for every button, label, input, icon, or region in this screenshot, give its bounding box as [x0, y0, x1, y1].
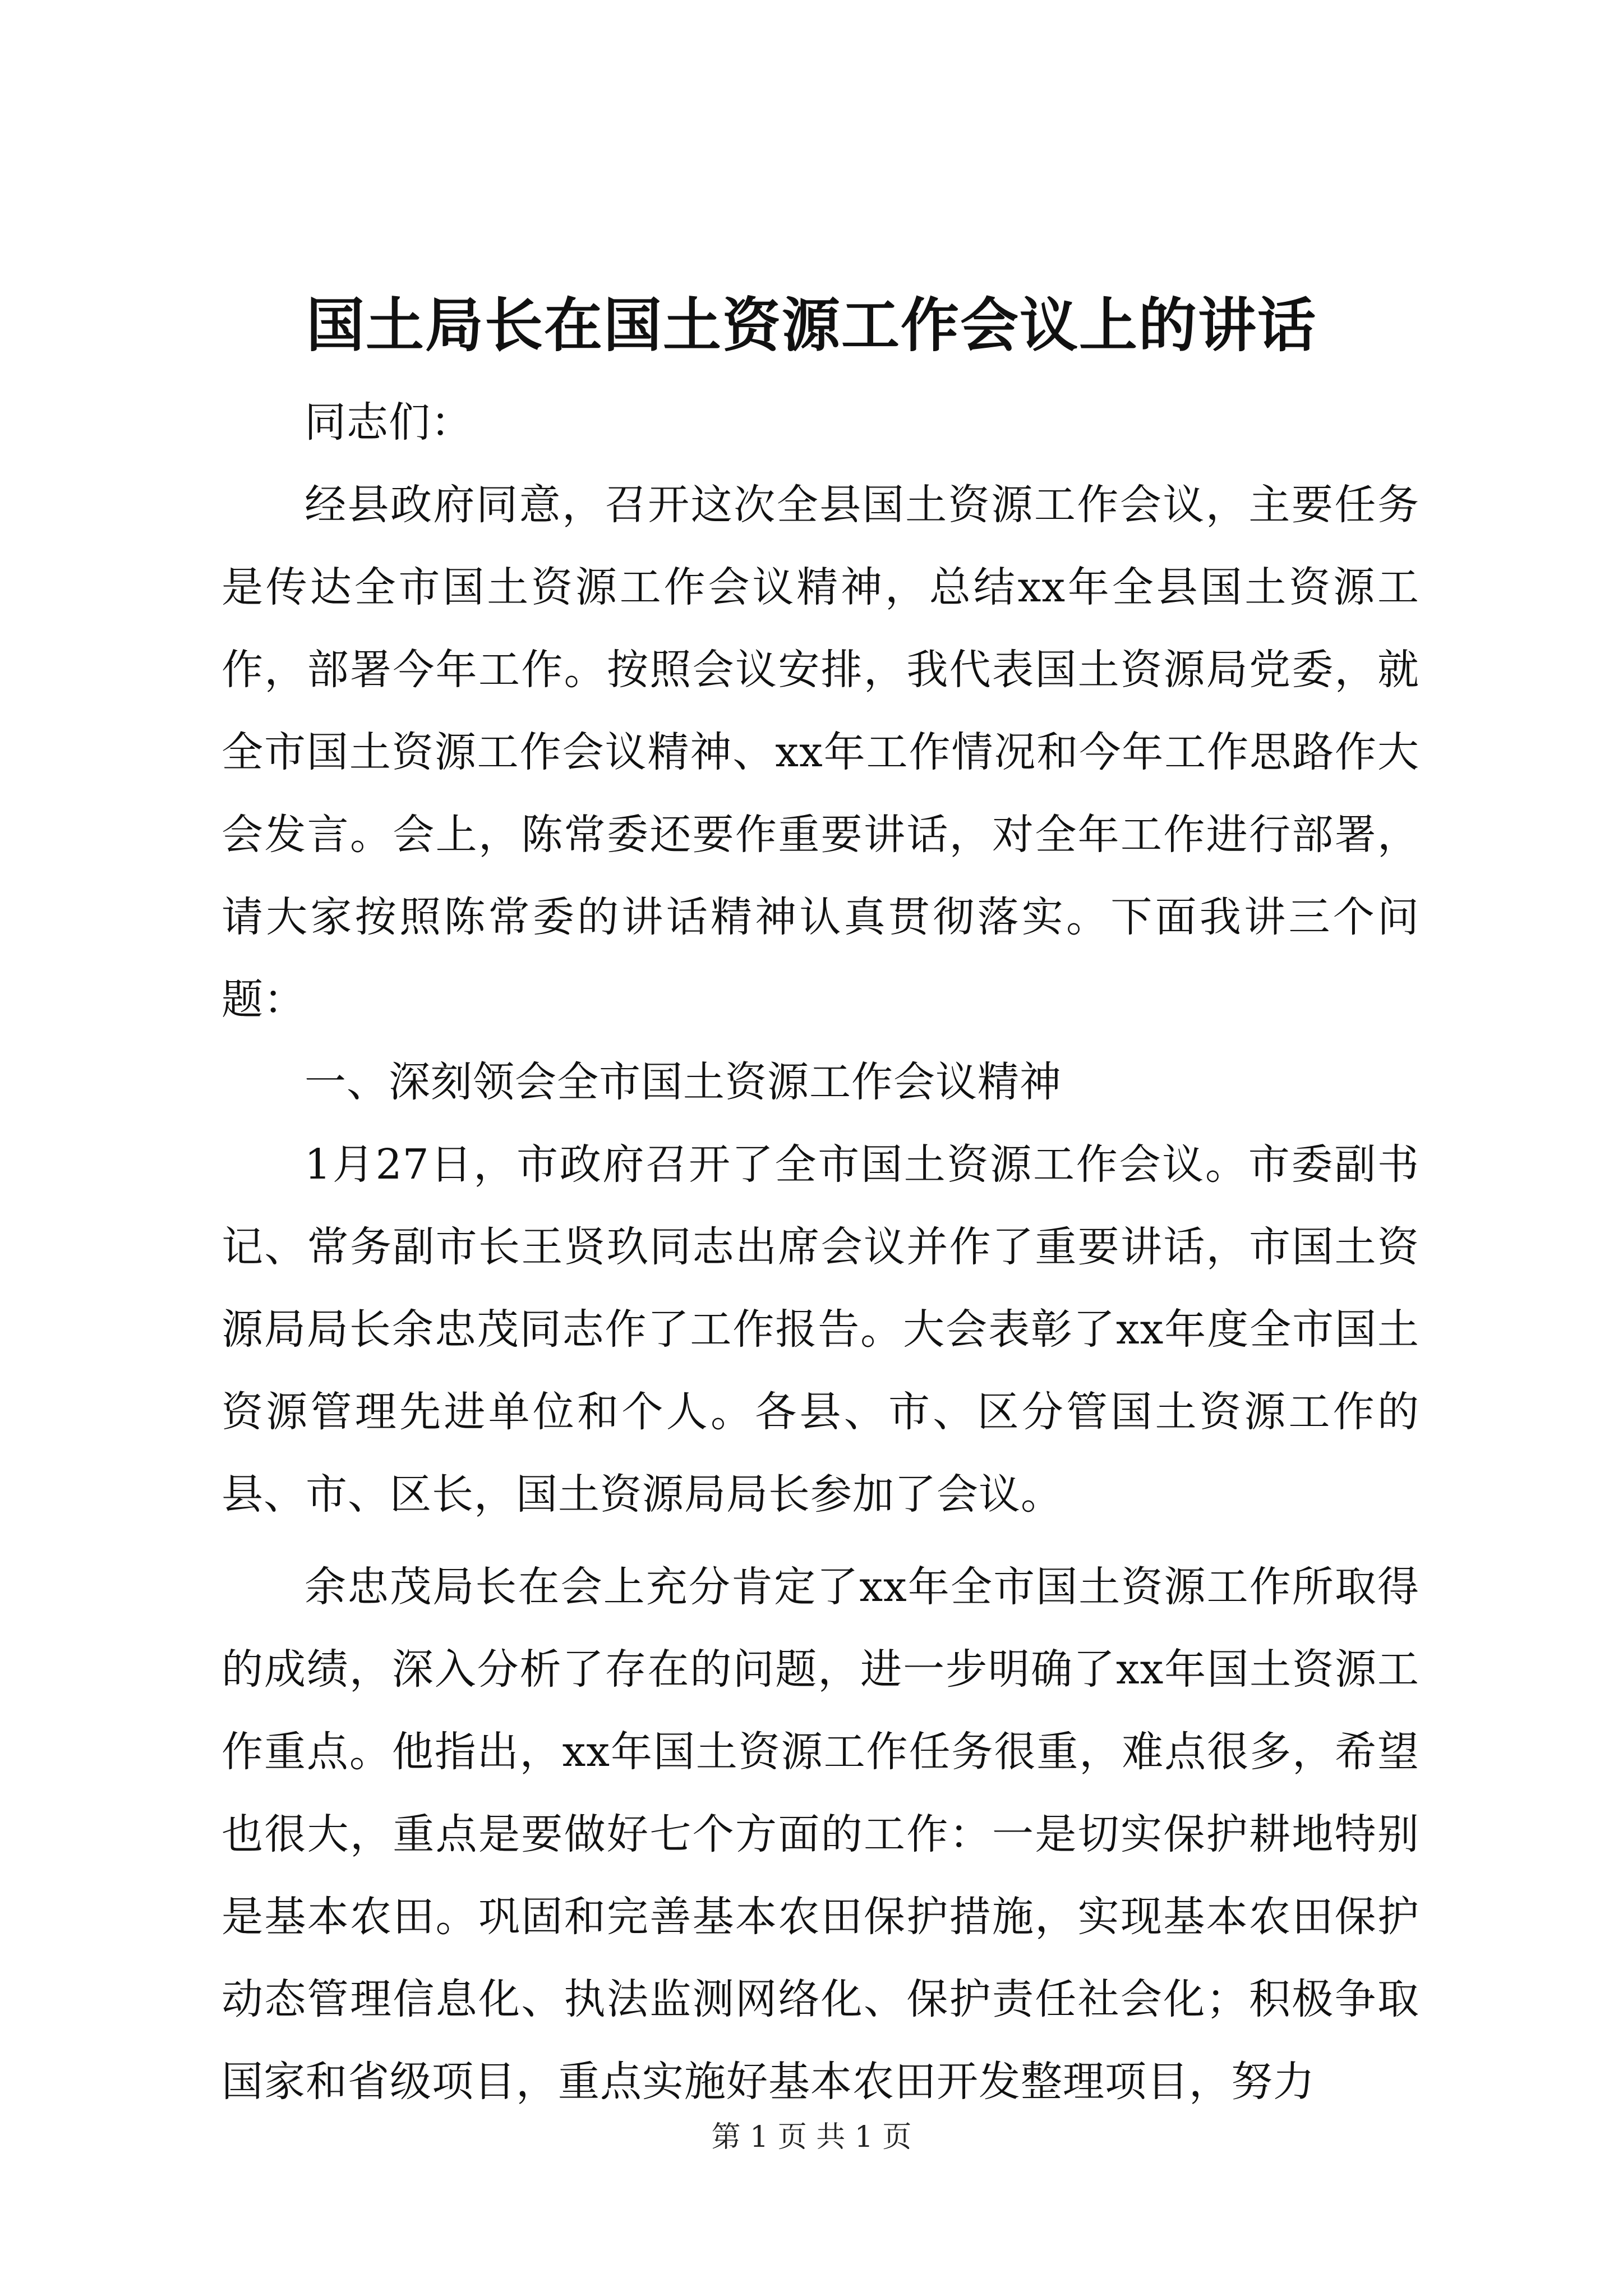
paragraph-intro: 经县政府同意，召开这次全县国土资源工作会议，主要任务是传达全市国土资源工作会议精神，总结xx年全县国土资源工作，部署今年工作。按照会议安排，我代表国土资源局党委，就全市国土资源工作会议精神、xx年工作情况和今年工作思路作大会发言。会上，陈常委还要作重要讲话，对全年工作进行部署，请大家按照陈常委的讲话精神认真贯彻落实。下面我讲三个问题：: [222, 481, 1419, 1024]
section-heading-1: 一、深刻领会全市国土资源工作会议精神: [305, 1058, 1062, 1106]
document-body: [222, 381, 1419, 2123]
page-footer: 第 1 页 共 1 页: [711, 2120, 912, 2154]
document-title: 国土局长在国土资源工作会议上的讲话: [306, 291, 1317, 360]
salutation: 同志们：: [305, 398, 473, 447]
paragraph-meeting: 1月27日，市政府召开了全市国土资源工作会议。市委副书记、常务副市长王贤玖同志出席会议并作了重要讲话，市国土资源局局长余忠茂同志作了工作报告。大会表彰了xx年度全市国土资源管理先进单位和个人。各县、市、区分管国土资源工作的县、市、区长，国土资源局局长参加了会议。: [222, 1140, 1419, 1519]
paragraph-work-focus: 余忠茂局长在会上充分肯定了xx年全市国土资源工作所取得的成绩，深入分析了存在的问题，进一步明确了xx年国土资源工作重点。他指出，xx年国土资源工作任务很重，难点很多，希望也很大，重点是要做好七个方面的工作：一是切实保护耕地特别是基本农田。巩固和完善基本农田保护措施，实现基本农田保护动态管理信息化、执法监测网络化、保护责任社会化；积极争取国家和省级项目，重点实施好基本农田开发整理项目，努力: [222, 1563, 1419, 2106]
